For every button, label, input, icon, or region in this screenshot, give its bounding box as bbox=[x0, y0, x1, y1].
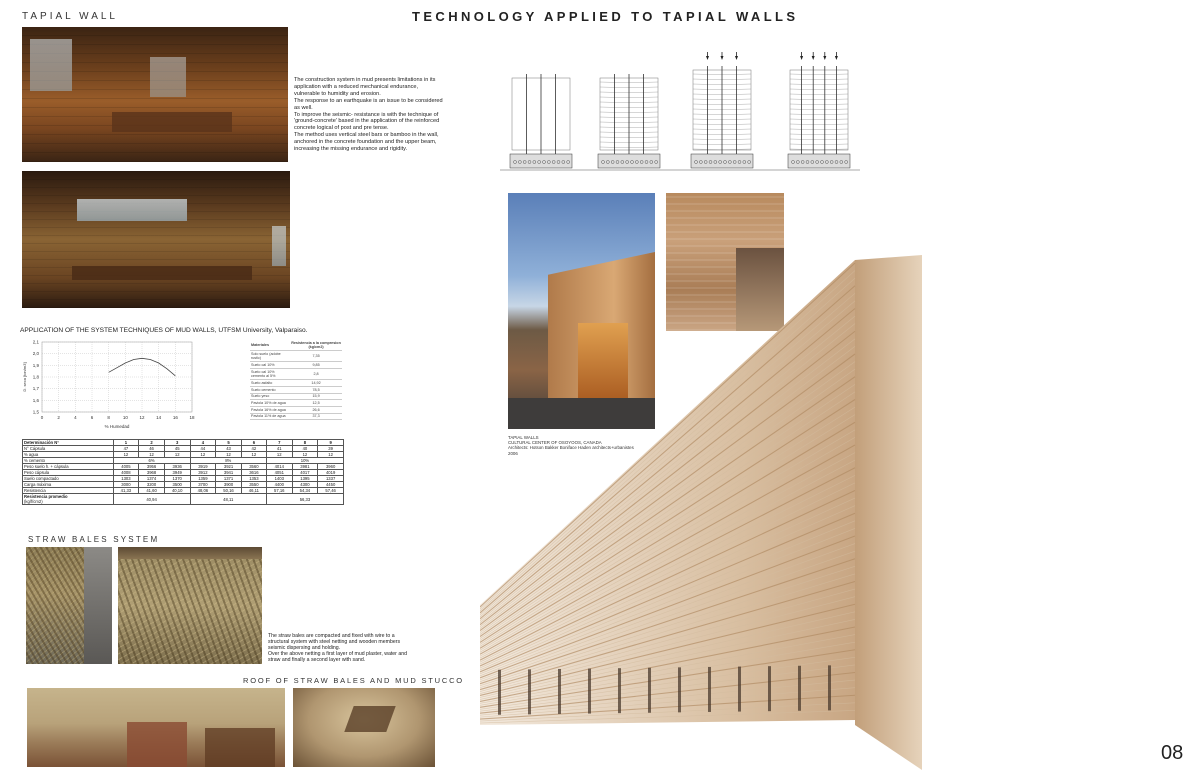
rammed-earth-wall-image bbox=[480, 255, 925, 772]
table-cell: 12 bbox=[241, 452, 266, 458]
cement-group: 6% bbox=[113, 458, 190, 464]
table-cell: 3912 bbox=[190, 470, 216, 476]
y-tick-label: 1,8 bbox=[32, 374, 39, 380]
table-cell: 12 bbox=[190, 452, 216, 458]
cement-label: % cemento bbox=[23, 458, 114, 464]
table-cell: 3900 bbox=[216, 482, 242, 488]
material-name: Paviola 10% de agua bbox=[250, 400, 290, 407]
materials-header-name: Materiales bbox=[250, 340, 290, 351]
table-cell: 3956 bbox=[139, 464, 165, 470]
table-cell: 1359 bbox=[190, 476, 216, 482]
section-diagram bbox=[598, 74, 660, 168]
wall-section-diagrams bbox=[500, 50, 865, 190]
x-tick-label: 6 bbox=[90, 415, 94, 420]
table-cell: 3941 bbox=[216, 470, 242, 476]
materials-row bbox=[250, 386, 342, 393]
table-cell: 4051 bbox=[266, 470, 292, 476]
table-cell: 3550 bbox=[241, 482, 266, 488]
table-cell: 12 bbox=[113, 452, 139, 458]
table-cell: 1403 bbox=[266, 476, 292, 482]
table-cell: 41,60 bbox=[139, 488, 165, 494]
table-cell: 39 bbox=[318, 446, 344, 452]
material-name: Paviola 16% de agua bbox=[250, 407, 290, 414]
table-cell: 43 bbox=[216, 446, 242, 452]
x-tick-label: 4 bbox=[74, 415, 77, 420]
table-cell: 3200 bbox=[139, 482, 165, 488]
y-tick-label: 1,7 bbox=[32, 386, 39, 392]
x-tick-label: 16 bbox=[172, 415, 178, 420]
interior-photo-1 bbox=[22, 27, 288, 162]
materials-row bbox=[250, 351, 342, 362]
section-label: TAPIAL WALL bbox=[22, 11, 118, 22]
humidity-density-chart bbox=[20, 338, 200, 438]
material-value: 12,5 bbox=[290, 400, 342, 407]
table-cell: Carga máxima bbox=[23, 482, 114, 488]
table-cell: 5 bbox=[216, 440, 242, 446]
page-number: 08 bbox=[1161, 742, 1184, 764]
page-title: TECHNOLOGY APPLIED TO TAPIAL WALLS bbox=[412, 9, 799, 24]
table-cell: 1353 bbox=[241, 476, 266, 482]
materials-table bbox=[250, 340, 342, 420]
table-cell: 8 bbox=[292, 440, 318, 446]
table-cell: 12 bbox=[266, 452, 292, 458]
x-tick-label: 10 bbox=[122, 415, 128, 420]
straw-heading: STRAW BALES SYSTEM bbox=[28, 535, 160, 544]
table-cell: 45 bbox=[164, 446, 190, 452]
wall-post bbox=[588, 669, 591, 714]
table-cell: 57,16 bbox=[266, 488, 292, 494]
material-value: 78,5 bbox=[290, 386, 342, 393]
table-cell: 4014 bbox=[266, 464, 292, 470]
table-cell: 1370 bbox=[164, 476, 190, 482]
table-cell: 4017 bbox=[292, 470, 318, 476]
table-cell: 1 bbox=[113, 440, 139, 446]
wall-post bbox=[618, 668, 621, 713]
table-cell: N° Cápsula bbox=[23, 446, 114, 452]
table-cell: 40 bbox=[292, 446, 318, 452]
table-cell: 1303 bbox=[113, 476, 139, 482]
material-value: 26,6 bbox=[290, 407, 342, 414]
wall-post bbox=[708, 667, 711, 712]
table-cell: 46,11 bbox=[241, 488, 266, 494]
cement-group: 8% bbox=[190, 458, 266, 464]
table-cell: 2 bbox=[139, 440, 165, 446]
test-results-table bbox=[22, 439, 344, 505]
materials-row bbox=[250, 407, 342, 414]
average-value: 48,11 bbox=[190, 494, 266, 505]
table-cell: 3949 bbox=[164, 470, 190, 476]
section-diagram bbox=[510, 74, 572, 168]
table-cell: Suelo compactado bbox=[23, 476, 114, 482]
y-tick-label: 1,6 bbox=[32, 397, 39, 403]
table-cell: 44 bbox=[190, 446, 216, 452]
table-cell: 6 bbox=[241, 440, 266, 446]
material-value: 7,35 bbox=[290, 351, 342, 362]
x-tick-label: 8 bbox=[107, 415, 110, 420]
table-cell: 4008 bbox=[113, 470, 139, 476]
average-row bbox=[23, 494, 344, 505]
wall-post bbox=[648, 668, 651, 713]
material-name: Suelo cal 10% bbox=[250, 362, 290, 369]
materials-row bbox=[250, 413, 342, 420]
table-cell: 41 bbox=[266, 446, 292, 452]
y-tick-label: 2,0 bbox=[32, 351, 39, 357]
x-tick-label: 14 bbox=[156, 415, 162, 420]
table-cell: 12 bbox=[139, 452, 165, 458]
y-tick-label: 1,5 bbox=[32, 409, 39, 415]
table-cell: 1374 bbox=[139, 476, 165, 482]
table-cell: 3919 bbox=[190, 464, 216, 470]
wall-post bbox=[678, 667, 681, 712]
x-tick-label: 0 bbox=[40, 415, 44, 420]
materials-row bbox=[250, 393, 342, 400]
roof-heading: ROOF OF STRAW BALES AND MUD STUCCO bbox=[243, 676, 464, 685]
wall-post bbox=[798, 666, 801, 711]
material-name: Paviola 11% de agua bbox=[250, 413, 290, 420]
straw-bale-photo-1 bbox=[26, 547, 112, 664]
roof-photo-2 bbox=[293, 688, 435, 767]
average-value: 40,94 bbox=[113, 494, 190, 505]
materials-row bbox=[250, 380, 342, 387]
table-cell: 12 bbox=[318, 452, 344, 458]
chart-y-axis-label: D. seca [ton/m3] bbox=[22, 362, 27, 392]
table-cell: 12 bbox=[292, 452, 318, 458]
table-cell: 41,33 bbox=[113, 488, 139, 494]
table-cell: 3960 bbox=[318, 464, 344, 470]
average-label: Resistencia promedio (kg/f/cm2) bbox=[23, 494, 114, 505]
table-cell: 40,10 bbox=[164, 488, 190, 494]
table-cell: Resistencia bbox=[23, 488, 114, 494]
wall-post bbox=[768, 666, 771, 711]
intro-text: The construction system in mud presents limitations in its application with a reduced mechanical endurance, vulnerable to humidity and erosion. The response to an earthquake is an issue to be considered as well. To improve the seismic- resistance is with the technique of 'ground-concrete' based in the application of the reinforced concrete logical of post and pre tense. The method uses vertical steel bars or bamboo in the wall, anchored in the concrete foundation and the upper beam, increasing the missing endurance and rigidity. bbox=[294, 77, 443, 153]
table-cell: 3981 bbox=[292, 464, 318, 470]
wall-post bbox=[738, 667, 741, 712]
wall-post bbox=[558, 669, 561, 714]
table-cell: 12 bbox=[164, 452, 190, 458]
wall-post bbox=[828, 665, 831, 710]
table-cell: 3560 bbox=[241, 464, 266, 470]
straw-bale-photo-2 bbox=[118, 547, 262, 664]
table-cell: Determinación N° bbox=[23, 440, 114, 446]
material-value: 14,92 bbox=[290, 380, 342, 387]
straw-text: The straw bales are compacted and fixed with wire to a structural system with steel netting and wooden members seismic dispersing and holding. Over the above netting a first layer of mud plaster, water and straw and finally a second layer with sand. bbox=[268, 633, 407, 664]
table-cell: 4400 bbox=[266, 482, 292, 488]
table-cell: 3968 bbox=[139, 470, 165, 476]
table-cell: Peso cápsula bbox=[23, 470, 114, 476]
table-cell: 48,06 bbox=[190, 488, 216, 494]
table-cell: 47 bbox=[113, 446, 139, 452]
y-tick-label: 2,1 bbox=[32, 339, 39, 345]
table-cell: 7 bbox=[266, 440, 292, 446]
x-tick-label: 18 bbox=[189, 415, 195, 420]
materials-header-value: Resistencia a la compresion (kg/cm2) bbox=[291, 340, 341, 350]
table-cell: 42 bbox=[241, 446, 266, 452]
material-name: Suelo cemento bbox=[250, 386, 290, 393]
average-value: 56,33 bbox=[266, 494, 343, 505]
materials-row bbox=[250, 400, 342, 407]
section-diagram bbox=[788, 52, 850, 168]
table-cell: 12 bbox=[216, 452, 242, 458]
material-name: Suelo yeso bbox=[250, 393, 290, 400]
table-cell: 50,16 bbox=[216, 488, 242, 494]
material-value: 37,3 bbox=[290, 413, 342, 420]
application-heading: APPLICATION OF THE SYSTEM TECHNIQUES OF MUD WALLS, UTFSM University, Valparaiso. bbox=[20, 327, 308, 334]
table-cell: 4450 bbox=[318, 482, 344, 488]
table-cell: 4 bbox=[190, 440, 216, 446]
table-cell: 57,46 bbox=[318, 488, 344, 494]
interior-photo-2 bbox=[22, 171, 290, 308]
wall-post bbox=[498, 670, 501, 715]
table-cell: 3921 bbox=[216, 464, 242, 470]
table-cell: % agua bbox=[23, 452, 114, 458]
material-value: 15,9 bbox=[290, 393, 342, 400]
material-name: Suelo cal 10% cemento al 5% bbox=[250, 369, 290, 380]
table-cell: 4005 bbox=[113, 464, 139, 470]
table-cell: 3700 bbox=[190, 482, 216, 488]
table-cell: 3500 bbox=[164, 482, 190, 488]
section-diagram bbox=[691, 52, 753, 168]
roof-photo-1 bbox=[27, 688, 285, 767]
wall-post bbox=[528, 669, 531, 714]
photo-caption: TAPIAL WALLS CULTURAL CENTER OF OSOYOOS, CANADA Architects: Hotson Bakker Boniface Haden architects+urbanistes 2006 bbox=[508, 435, 634, 456]
cement-group: 10% bbox=[266, 458, 343, 464]
table-cell: 1337 bbox=[318, 476, 344, 482]
material-value: 2,8 bbox=[290, 369, 342, 380]
y-tick-label: 1,9 bbox=[32, 362, 39, 368]
table-cell: 1395 bbox=[292, 476, 318, 482]
x-tick-label: 12 bbox=[139, 415, 145, 420]
table-cell: 4019 bbox=[318, 470, 344, 476]
x-tick-label: 2 bbox=[57, 415, 60, 420]
table-cell: 9 bbox=[318, 440, 344, 446]
table-cell: 3616 bbox=[241, 470, 266, 476]
chart-x-axis-label: % Humedad bbox=[104, 424, 130, 429]
material-name: Solo suelo (adobe rustic) bbox=[250, 351, 290, 362]
table-cell: 1371 bbox=[216, 476, 242, 482]
materials-row bbox=[250, 369, 342, 380]
table-cell: 46 bbox=[139, 446, 165, 452]
material-name: Suelo asfalto bbox=[250, 380, 290, 387]
table-cell: 54,34 bbox=[292, 488, 318, 494]
table-cell: 3 bbox=[164, 440, 190, 446]
table-cell: 4300 bbox=[292, 482, 318, 488]
materials-row bbox=[250, 362, 342, 369]
table-cell: 3000 bbox=[113, 482, 139, 488]
material-value: 9,85 bbox=[290, 362, 342, 369]
table-cell: 3936 bbox=[164, 464, 190, 470]
table-cell: Peso suelo h. + cápsula bbox=[23, 464, 114, 470]
